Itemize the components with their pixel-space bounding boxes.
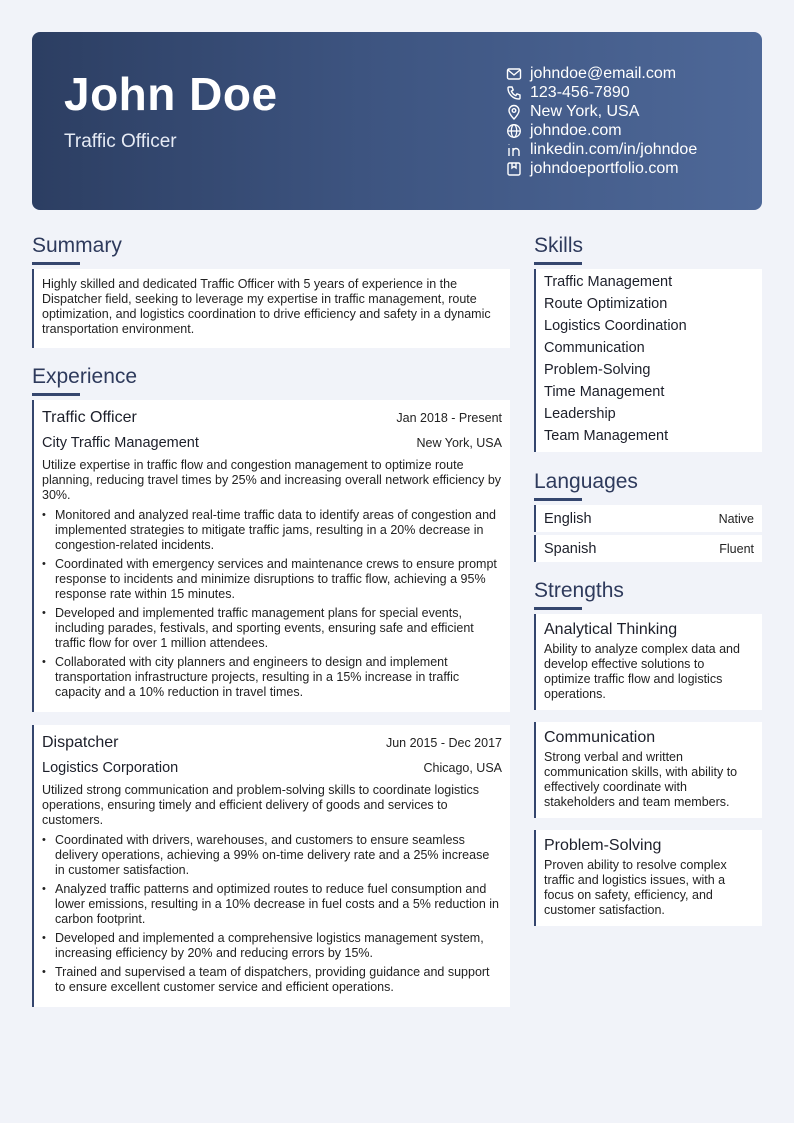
language-item (534, 505, 762, 532)
skill-item: Logistics Coordination (544, 318, 687, 334)
language-level: Native (718, 511, 754, 526)
job-bullet: • Developed and implemented a comprehensive logistics management system, increasing efficiency by 20% and reducing errors by 15%. (42, 931, 502, 961)
job-location: Chicago, USA (423, 761, 502, 775)
summary-section (32, 232, 510, 348)
globe-icon (506, 123, 522, 139)
job-bullet: • Coordinated with emergency services and maintenance crews to ensure prompt response to incidents and minimize disruptions to traffic flow, achieving a 95% response rate within 15 minutes. (42, 557, 502, 602)
job-header-row (42, 734, 502, 752)
job-entry (32, 400, 510, 712)
strength-description: Ability to analyze complex data and develop effective solutions to optimize traffic flow and logistics operations. (544, 642, 740, 701)
section-divider (534, 262, 582, 265)
languages-section (534, 468, 762, 562)
job-dates: Jan 2018 - Present (396, 411, 502, 425)
linkedin-icon (506, 142, 522, 158)
section-divider (32, 262, 80, 265)
summary-heading: Summary (32, 234, 122, 257)
skills-heading: Skills (534, 234, 584, 257)
strength-title: Communication (544, 729, 656, 746)
job-title: Dispatcher (42, 734, 119, 751)
skills-section (534, 232, 762, 452)
section-divider (32, 393, 80, 396)
skill-item: Leadership (544, 406, 616, 422)
strengths-section (534, 577, 762, 926)
language-level: Fluent (719, 541, 754, 556)
contact-email-text: johndoe@email.com (530, 64, 677, 82)
job-bullet: • Monitored and analyzed real-time traffic data to identify areas of congestion and implemented strategies to mitigate traffic jams, resulting in a 20% decrease in congestion-related incidents. (42, 508, 502, 553)
contact-linkedin[interactable] (506, 140, 697, 159)
candidate-title: Traffic Officer (64, 131, 177, 152)
job-dates: Jun 2015 - Dec 2017 (385, 736, 502, 750)
experience-section (32, 363, 510, 1007)
job-bullets (42, 833, 502, 995)
contact-linkedin-text: linkedin.com/in/johndoe (530, 140, 698, 158)
job-bullet: • Analyzed traffic patterns and optimized routes to reduce fuel consumption and lower emissions, resulting in a 10% decrease in fuel costs and a 5% reduction in carbon footprint. (42, 882, 502, 927)
job-title: Traffic Officer (42, 409, 137, 426)
strength-item (534, 830, 762, 926)
experience-heading: Experience (32, 365, 138, 388)
job-location: New York, USA (416, 436, 502, 450)
strengths-heading: Strengths (534, 579, 624, 602)
job-entry (32, 725, 510, 1007)
skill-item: Traffic Management (544, 274, 673, 290)
portfolio-icon (506, 161, 522, 177)
contact-phone[interactable] (506, 83, 697, 102)
contact-website-text: johndoe.com (530, 121, 622, 139)
section-divider (534, 607, 582, 610)
resume-header (32, 32, 762, 210)
left-column (32, 232, 510, 1020)
skill-item: Problem-Solving (544, 362, 651, 378)
language-name: English (544, 510, 592, 527)
language-name: Spanish (544, 540, 597, 557)
skill-item: Route Optimization (544, 296, 668, 312)
candidate-name: John Doe (64, 68, 278, 120)
job-bullet: • Coordinated with drivers, warehouses, and customers to ensure seamless delivery operations, achieving a 99% on-time delivery rate and a 25% increase in customer satisfaction. (42, 833, 502, 878)
skill-item: Communication (544, 340, 645, 356)
skill-item: Time Management (544, 384, 665, 400)
contact-portfolio-text: johndoeportfolio.com (530, 159, 679, 177)
strength-title: Problem-Solving (544, 837, 662, 854)
location-icon (506, 104, 522, 120)
job-company-row (42, 760, 502, 776)
strength-description: Strong verbal and written communication skills, with ability to effectively coordinate with stakeholders and team members. (544, 750, 738, 809)
job-header-row (42, 409, 502, 427)
job-bullets (42, 508, 502, 700)
section-divider (534, 498, 582, 501)
contact-location-text: New York, USA (530, 102, 640, 120)
email-icon (506, 66, 522, 82)
language-item (534, 535, 762, 562)
strength-title: Analytical Thinking (544, 621, 678, 638)
job-bullet: • Trained and supervised a team of dispatchers, providing guidance and support to ensure excellent customer service and efficient operations. (42, 965, 502, 995)
job-company: City Traffic Management (42, 435, 199, 451)
job-bullet: • Collaborated with city planners and engineers to design and implement transportation infrastructure projects, resulting in a 15% increase in traffic capacity and a 10% reduction in travel times. (42, 655, 502, 700)
summary-text: Highly skilled and dedicated Traffic Officer with 5 years of experience in the Dispatcher field, seeking to leverage my expertise in traffic management, route optimization, and logistics coordination to drive efficiency and safety in a dynamic transportation environment. (42, 277, 491, 336)
contact-list (506, 64, 697, 178)
right-column (534, 232, 762, 938)
strength-description: Proven ability to resolve complex traffic and logistics issues, with a focus on safety, efficiency, and customer satisfaction. (544, 858, 727, 917)
contact-phone-text: 123-456-7890 (530, 83, 630, 101)
skills-card (534, 269, 762, 452)
summary-card (32, 269, 510, 348)
job-description: Utilized strong communication and problem-solving skills to coordinate logistics operations, ensuring timely and efficient delivery of goods and services to customers. (42, 783, 479, 827)
contact-portfolio[interactable] (506, 159, 697, 178)
languages-heading: Languages (534, 470, 638, 493)
phone-icon (506, 85, 522, 101)
contact-website[interactable] (506, 121, 697, 140)
job-company: Logistics Corporation (42, 760, 179, 776)
strength-item (534, 722, 762, 818)
skill-item: Team Management (544, 428, 669, 444)
job-company-row (42, 435, 502, 451)
contact-email[interactable] (506, 64, 697, 83)
job-bullet: • Developed and implemented traffic management plans for special events, including parades, festivals, and sporting events, ensuring safe and efficient traffic flow for over 1 million attendees. (42, 606, 502, 651)
contact-location (506, 102, 697, 121)
strength-item (534, 614, 762, 710)
job-description: Utilize expertise in traffic flow and congestion management to optimize route planning, reducing travel times by 25% and increasing overall network efficiency by 30%. (42, 458, 502, 502)
